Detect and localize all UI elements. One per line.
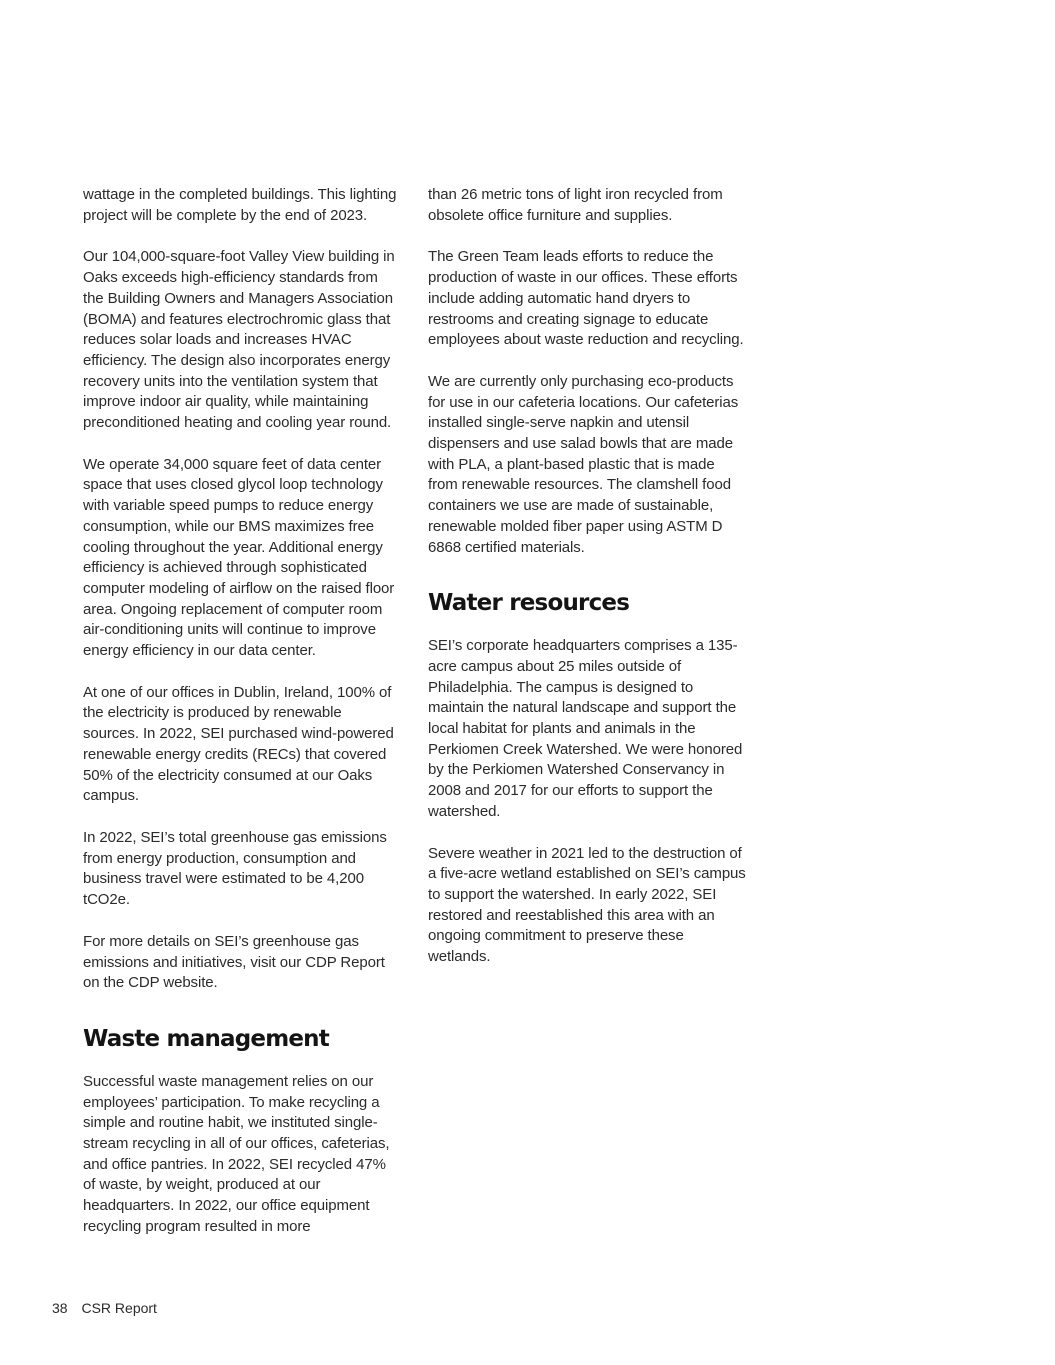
report-title: CSR Report	[81, 1300, 157, 1316]
water-resources-heading: Water resources	[428, 590, 630, 617]
renewable-energy-paragraph: At one of our offices in Dublin, Ireland, 100% of the electricity is produced by renewable sources. In 2022, SEI purchased wind-powered renewable energy credits (RECs) that covered 50% of the electricity consumed at our Oaks campus.	[83, 683, 394, 805]
lighting-project-paragraph: wattage in the completed buildings. This lighting project will be complete by the end of 2023.	[83, 186, 397, 224]
waste-management-heading: Waste management	[83, 1025, 329, 1052]
page-number: 38	[52, 1300, 68, 1316]
right-column	[428, 185, 746, 989]
campus-watershed-paragraph: SEI’s corporate headquarters comprises a 135-acre campus about 25 miles outside of Philadelphia. The campus is designed to maintain the natural landscape and support the local habitat for plants and animals in the Perkiomen Creek Watershed. We were honored by the Perkiomen Watershed Conservancy in 2008 and 2017 for our efforts to support the watershed.	[428, 637, 743, 820]
valley-view-building-paragraph: Our 104,000-square-foot Valley View building in Oaks exceeds high-efficiency standards from the Building Owners and Managers Association (BOMA) and features electrochromic glass that reduces solar loads and increases HVAC efficiency. The design also incorporates energy recovery units into the ventilation system that improve indoor air quality, while maintaining preconditioned heating and cooling year round.	[83, 248, 395, 432]
greenhouse-gas-paragraph: In 2022, SEI’s total greenhouse gas emissions from energy production, consumption and business travel were estimated to be 4,200 tCO2e.	[83, 828, 387, 909]
green-team-paragraph: The Green Team leads efforts to reduce the production of waste in our offices. These efforts include adding automatic hand dryers to restrooms and creating signage to educate employees about waste reduction and recycling.	[428, 248, 744, 349]
eco-products-paragraph: We are currently only purchasing eco-products for use in our cafeteria locations. Our cafeterias installed single-serve napkin and utensil dispensers and use salad bowls that are made with PLA, a plant-based plastic that is made from renewable resources. The clamshell food containers we use are made of sustainable, renewable molded fiber paper using ASTM D 6868 certified materials.	[428, 372, 739, 556]
light-iron-recycling-paragraph: than 26 metric tons of light iron recycled from obsolete office furniture and supplies.	[428, 186, 723, 224]
data-center-paragraph: We operate 34,000 square feet of data center space that uses closed glycol loop technology with variable speed pumps to reduce energy consumption, while our BMS maximizes free cooling throughout the year. Additional energy efficiency is achieved through sophisticated computer modeling of airflow on the raised floor area. Ongoing replacement of computer room air-conditioning units will continue to improve energy efficiency in our data center.	[83, 455, 395, 660]
waste-management-paragraph: Successful waste management relies on our employees’ participation. To make recycling a simple and routine habit, we instituted single-stream recycling in all of our offices, cafeterias, and office pantries. In 2022, SEI recycled 47% of waste, by weight, produced at our headquarters. In 2022, our office equipment recycling program resulted in more	[83, 1072, 390, 1235]
wetland-restoration-paragraph: Severe weather in 2021 led to the destruction of a five-acre wetland established on SEI’s campus to support the watershed. In early 2022, SEI restored and reestablished this area with an ongoing commitment to preserve these wetlands.	[428, 844, 746, 966]
left-column	[83, 185, 401, 1259]
page-footer	[52, 1298, 157, 1318]
cdp-report-paragraph: For more details on SEI’s greenhouse gas emissions and initiatives, visit our CDP Report on the CDP website.	[83, 932, 385, 992]
